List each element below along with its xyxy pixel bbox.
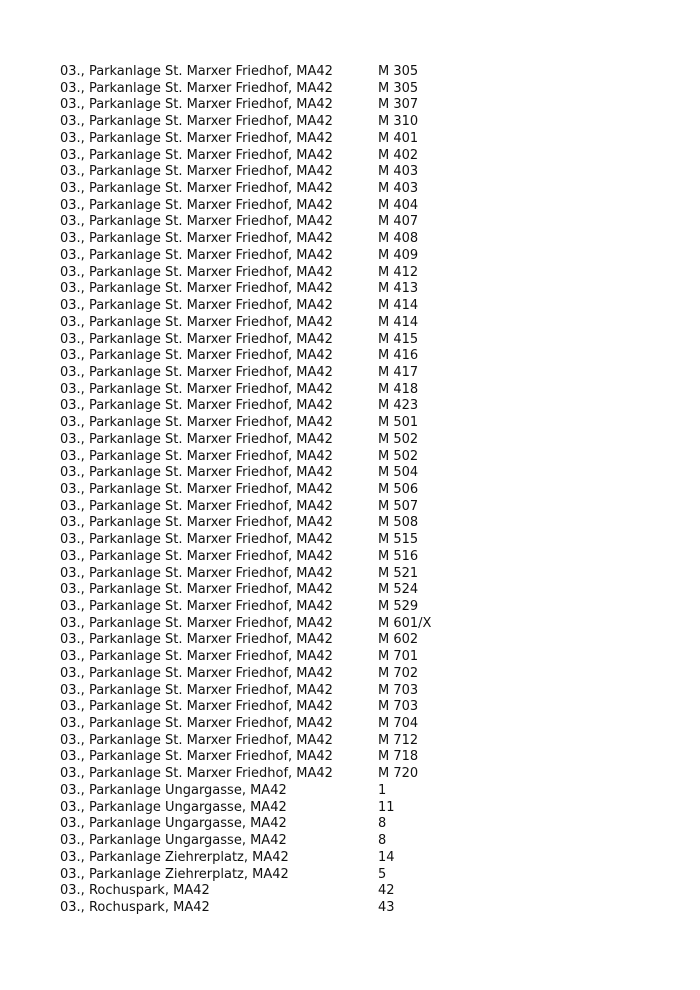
location-text: 03., Parkanlage St. Marxer Friedhof, MA42: [60, 498, 333, 514]
location-text: 03., Parkanlage St. Marxer Friedhof, MA42: [60, 632, 333, 648]
list-item: [60, 348, 640, 365]
code-text: M 404: [378, 197, 419, 213]
code-text: M 504: [378, 465, 419, 481]
list-item: [60, 515, 640, 532]
code-text: M 401: [378, 130, 419, 146]
list-item: [60, 800, 640, 817]
list-item: [60, 649, 640, 666]
code-text: M 407: [378, 214, 419, 230]
code-text: M 703: [378, 682, 419, 698]
list-item: [60, 850, 640, 867]
code-text: M 529: [378, 599, 419, 614]
list-item: [60, 549, 640, 566]
code-text: M 403: [378, 164, 419, 180]
location-text: 03., Parkanlage St. Marxer Friedhof, MA42: [60, 381, 333, 397]
location-text: 03., Parkanlage St. Marxer Friedhof, MA42: [60, 682, 333, 698]
list-item: [60, 482, 640, 499]
location-text: 03., Parkanlage St. Marxer Friedhof, MA42: [60, 314, 333, 330]
list-item: [60, 81, 640, 98]
code-text: M 409: [378, 247, 419, 263]
location-text: 03., Parkanlage St. Marxer Friedhof, MA42: [60, 348, 333, 364]
list-item: [60, 298, 640, 315]
location-text: 03., Parkanlage St. Marxer Friedhof, MA42: [60, 749, 333, 765]
code-text: M 506: [378, 481, 419, 497]
code-text: M 402: [378, 147, 419, 163]
location-text: 03., Parkanlage St. Marxer Friedhof, MA42: [60, 465, 333, 481]
list-item: [60, 699, 640, 716]
code-text: M 720: [378, 766, 419, 782]
location-text: 03., Parkanlage Ungargasse, MA42: [60, 816, 287, 832]
list-item: [60, 265, 640, 282]
list-item: [60, 97, 640, 114]
code-text: 42: [378, 883, 395, 899]
code-text: M 515: [378, 532, 419, 548]
location-text: 03., Parkanlage St. Marxer Friedhof, MA42: [60, 716, 333, 732]
location-text: 03., Parkanlage Ungargasse, MA42: [60, 782, 287, 798]
location-text: 03., Parkanlage St. Marxer Friedhof, MA42: [60, 80, 333, 96]
list-item: [60, 365, 640, 382]
list-item: [60, 683, 640, 700]
location-text: 03., Parkanlage St. Marxer Friedhof, MA42: [60, 281, 333, 297]
list-item: [60, 766, 640, 783]
location-text: 03., Rochuspark, MA42: [60, 883, 210, 899]
list-item: [60, 616, 640, 633]
code-text: M 415: [378, 331, 419, 347]
code-text: M 601/X: [378, 615, 432, 631]
location-text: 03., Parkanlage St. Marxer Friedhof, MA42: [60, 548, 333, 564]
location-text: 03., Parkanlage St. Marxer Friedhof, MA42: [60, 615, 333, 631]
code-text: M 524: [378, 582, 419, 598]
code-text: M 414: [378, 314, 419, 330]
location-text: 03., Parkanlage St. Marxer Friedhof, MA42: [60, 649, 333, 665]
code-text: 5: [378, 866, 387, 882]
code-text: M 412: [378, 264, 419, 280]
list-item: [60, 632, 640, 649]
code-text: M 305: [378, 64, 419, 79]
list-item: [60, 332, 640, 349]
list-item: [60, 532, 640, 549]
code-text: M 704: [378, 716, 419, 732]
list-item: [60, 716, 640, 733]
list-item: [60, 131, 640, 148]
location-text: 03., Parkanlage St. Marxer Friedhof, MA42: [60, 431, 333, 447]
code-text: M 702: [378, 665, 419, 681]
code-text: 14: [378, 849, 395, 865]
list-item: [60, 833, 640, 850]
list-item: [60, 733, 640, 750]
location-text: 03., Parkanlage St. Marxer Friedhof, MA42: [60, 532, 333, 548]
list-item: [60, 114, 640, 131]
location-text: 03., Parkanlage Ziehrerplatz, MA42: [60, 866, 289, 882]
location-text: 03., Parkanlage St. Marxer Friedhof, MA42: [60, 331, 333, 347]
code-text: M 718: [378, 749, 419, 765]
list-item: [60, 164, 640, 181]
list-item: [60, 749, 640, 766]
list-item: [60, 465, 640, 482]
code-text: M 602: [378, 632, 419, 648]
location-list: [60, 64, 640, 917]
code-text: M 417: [378, 364, 419, 380]
location-text: 03., Parkanlage St. Marxer Friedhof, MA42: [60, 214, 333, 230]
code-text: M 507: [378, 498, 419, 514]
location-text: 03., Parkanlage St. Marxer Friedhof, MA42: [60, 699, 333, 715]
list-item: [60, 214, 640, 231]
location-text: 03., Parkanlage Ungargasse, MA42: [60, 833, 287, 849]
list-item: [60, 64, 640, 81]
code-text: M 423: [378, 398, 419, 414]
list-item: [60, 816, 640, 833]
location-text: 03., Parkanlage St. Marxer Friedhof, MA42: [60, 164, 333, 180]
location-text: 03., Rochuspark, MA42: [60, 899, 210, 915]
code-text: M 414: [378, 298, 419, 314]
list-item: [60, 666, 640, 683]
code-text: M 307: [378, 97, 419, 113]
list-item: [60, 315, 640, 332]
list-item: [60, 783, 640, 800]
code-text: M 712: [378, 732, 419, 748]
list-item: [60, 582, 640, 599]
location-text: 03., Parkanlage St. Marxer Friedhof, MA42: [60, 97, 333, 113]
location-text: 03., Parkanlage St. Marxer Friedhof, MA42: [60, 364, 333, 380]
location-text: 03., Parkanlage St. Marxer Friedhof, MA42: [60, 181, 333, 197]
code-text: 11: [378, 799, 395, 815]
code-text: M 501: [378, 415, 419, 431]
list-item: [60, 566, 640, 583]
code-text: 8: [378, 833, 387, 849]
list-item: [60, 415, 640, 432]
list-item: [60, 900, 640, 917]
list-item: [60, 382, 640, 399]
list-item: [60, 449, 640, 466]
location-text: 03., Parkanlage St. Marxer Friedhof, MA42: [60, 481, 333, 497]
code-text: M 413: [378, 281, 419, 297]
code-text: 43: [378, 899, 395, 915]
location-text: 03., Parkanlage St. Marxer Friedhof, MA42: [60, 665, 333, 681]
code-text: 8: [378, 816, 387, 832]
location-text: 03., Parkanlage St. Marxer Friedhof, MA42: [60, 147, 333, 163]
code-text: M 502: [378, 448, 419, 464]
location-text: 03., Parkanlage St. Marxer Friedhof, MA42: [60, 448, 333, 464]
list-item: [60, 148, 640, 165]
list-item: [60, 432, 640, 449]
code-text: M 305: [378, 80, 419, 96]
list-item: [60, 867, 640, 884]
location-text: 03., Parkanlage St. Marxer Friedhof, MA42: [60, 247, 333, 263]
list-item: [60, 398, 640, 415]
list-item: [60, 248, 640, 265]
code-text: M 408: [378, 231, 419, 247]
location-text: 03., Parkanlage St. Marxer Friedhof, MA42: [60, 415, 333, 431]
location-text: 03., Parkanlage St. Marxer Friedhof, MA42: [60, 515, 333, 531]
location-text: 03., Parkanlage St. Marxer Friedhof, MA42: [60, 264, 333, 280]
code-text: M 701: [378, 649, 419, 665]
list-item: [60, 599, 640, 616]
list-item: [60, 883, 640, 900]
location-text: 03., Parkanlage St. Marxer Friedhof, MA42: [60, 130, 333, 146]
location-text: 03., Parkanlage St. Marxer Friedhof, MA42: [60, 766, 333, 782]
location-text: 03., Parkanlage St. Marxer Friedhof, MA42: [60, 298, 333, 314]
list-item: [60, 499, 640, 516]
location-text: 03., Parkanlage St. Marxer Friedhof, MA42: [60, 114, 333, 130]
location-text: 03., Parkanlage Ziehrerplatz, MA42: [60, 849, 289, 865]
location-text: 03., Parkanlage St. Marxer Friedhof, MA42: [60, 398, 333, 414]
location-text: 03., Parkanlage St. Marxer Friedhof, MA42: [60, 64, 333, 79]
code-text: M 418: [378, 381, 419, 397]
location-text: 03., Parkanlage St. Marxer Friedhof, MA42: [60, 231, 333, 247]
code-text: M 508: [378, 515, 419, 531]
location-text: 03., Parkanlage St. Marxer Friedhof, MA42: [60, 599, 333, 614]
location-text: 03., Parkanlage St. Marxer Friedhof, MA42: [60, 732, 333, 748]
list-item: [60, 181, 640, 198]
list-item: [60, 231, 640, 248]
code-text: M 403: [378, 181, 419, 197]
location-text: 03., Parkanlage St. Marxer Friedhof, MA42: [60, 565, 333, 581]
code-text: M 703: [378, 699, 419, 715]
location-text: 03., Parkanlage St. Marxer Friedhof, MA42: [60, 582, 333, 598]
list-item: [60, 198, 640, 215]
location-text: 03., Parkanlage St. Marxer Friedhof, MA42: [60, 197, 333, 213]
code-text: M 502: [378, 431, 419, 447]
list-item: [60, 281, 640, 298]
location-text: 03., Parkanlage Ungargasse, MA42: [60, 799, 287, 815]
code-text: M 416: [378, 348, 419, 364]
code-text: 1: [378, 782, 387, 798]
code-text: M 310: [378, 114, 419, 130]
code-text: M 516: [378, 548, 419, 564]
code-text: M 521: [378, 565, 419, 581]
